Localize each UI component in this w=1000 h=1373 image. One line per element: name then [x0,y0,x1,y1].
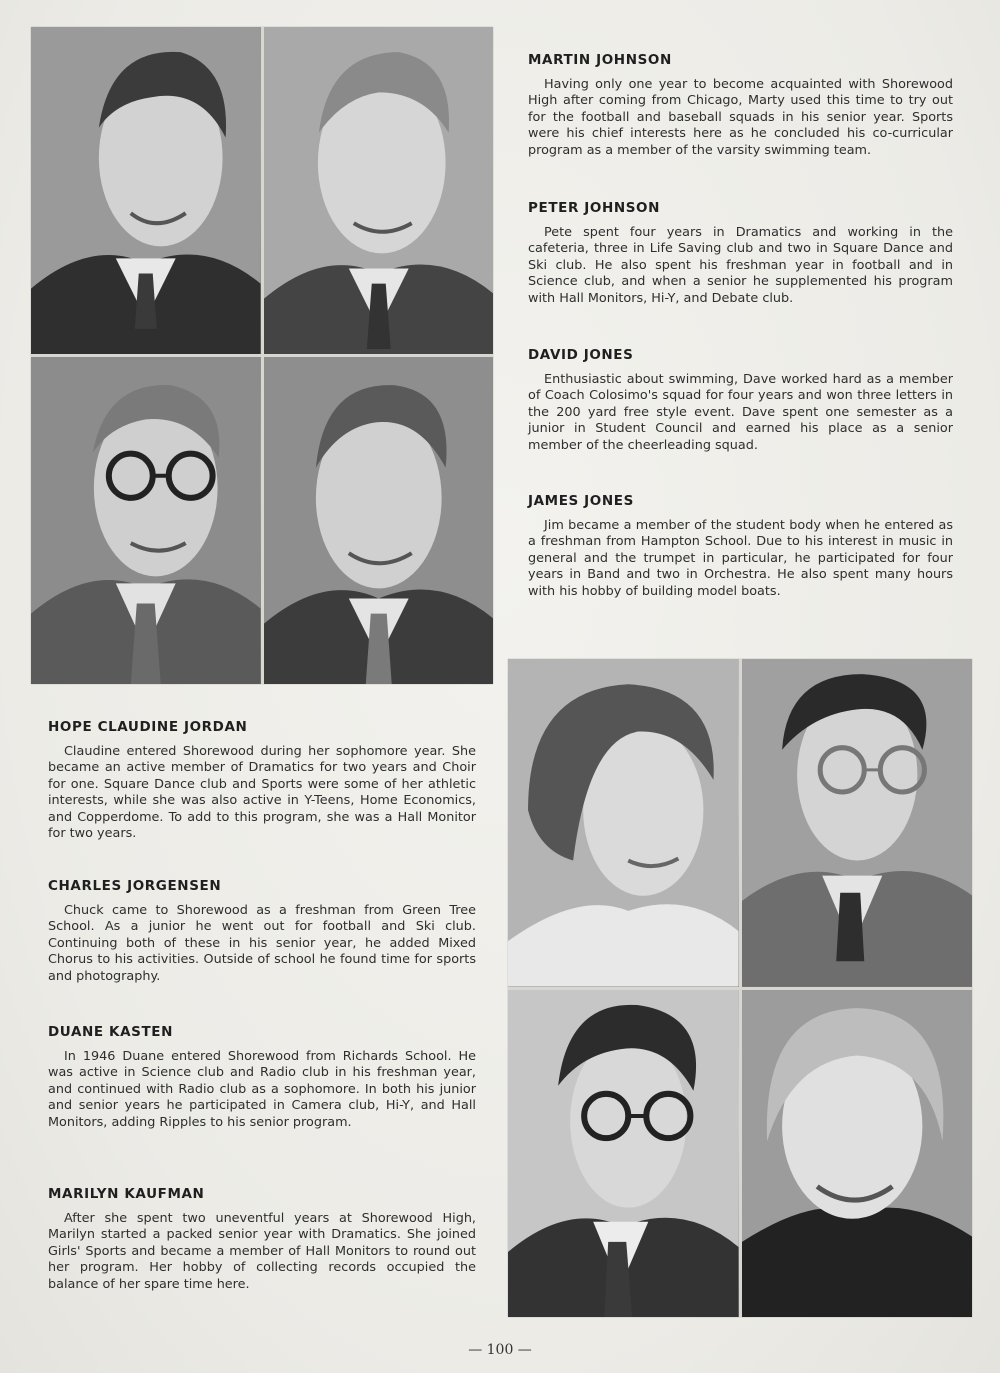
bio-name: MARILYN KAUFMAN [48,1186,205,1202]
bio-peter-johnson [528,200,953,307]
bio-name: PETER JOHNSON [528,200,661,216]
bio-text: Pete spent four years in Dramatics and working in the cafeteria, three in Life Saving club and two in Square Dance and Ski club. He also spent his freshman year in football and in Science club, and when a senior he supplemented his program with Hall Monitors, Hi-Y, and Debate club. [528,225,953,306]
bio-text: Chuck came to Shorewood as a freshman from Green Tree School. As a junior he went out for football and Ski club. Continuing both of these in his senior year, he added Mixed Chorus to his activities. Outside of school he found time for sports and photography. [48,903,476,984]
bio-james-jones [528,493,953,600]
top-portrait-grid [31,27,493,684]
bio-hope-claudine-jordan [48,719,476,842]
bio-name: CHARLES JORGENSEN [48,878,222,894]
bio-text: Claudine entered Shorewood during her sophomore year. She became an active member of Dramatics for two years and Choir for one. Square Dance club and Sports were some of her athletic interests, while she was also active in Y-Teens, Home Economics, and Copperdome. To add to this program, she was a Hall Monitor for two years. [48,744,476,842]
bio-name: JAMES JONES [528,493,634,509]
bio-marilyn-kaufman [48,1186,476,1293]
bio-name: HOPE CLAUDINE JORDAN [48,719,248,735]
portrait-charles-jorgensen [742,659,973,987]
bio-text: Having only one year to become acquainted with Shorewood High after coming from Chicago, Marty used this time to try out for the football and baseball squads in his senior year. Sports were his chief interests here as he concluded his co-curricular program as a member of the varsity swimming team. [528,77,953,158]
portrait-james-jones [264,357,494,684]
portrait-marilyn-kaufman [742,990,973,1318]
bio-david-jones [528,347,953,454]
bio-text: Enthusiastic about swimming, Dave worked hard as a member of Coach Colosimo's squad for four years and won three letters in the 200 yard free style event. Dave spent one semester as a junior in Student Council and earned his place as a senior member of the cheerleading squad. [528,372,953,453]
page-number: — 100 — [468,1342,532,1358]
bio-martin-johnson [528,52,953,159]
bottom-portrait-grid [508,659,972,1317]
portrait-martin-johnson [31,27,261,354]
bio-name: DUANE KASTEN [48,1024,173,1040]
portrait-david-jones [31,357,261,684]
bio-text: After she spent two uneventful years at Shorewood High, Marilyn started a packed senior year with Dramatics. She joined Girls' Sports and became a member of Hall Monitors to round out her program. Her hobby of collecting records occupied the balance of her spare time here. [48,1211,476,1292]
bio-text: Jim became a member of the student body when he entered as a freshman from Hampton School. Due to his interest in music in general and the trumpet in particular, he participated for four years in Band and two in Orchestra. He also spent many hours with his hobby of building model boats. [528,518,953,599]
bio-duane-kasten [48,1024,476,1131]
portrait-hope-claudine-jordan [508,659,739,987]
bio-charles-jorgensen [48,878,476,985]
portrait-peter-johnson [264,27,494,354]
bio-text: In 1946 Duane entered Shorewood from Richards School. He was active in Science club and Radio club in his freshman year, and continued with Radio club as a sophomore. In both his junior and senior years he participated in Camera club, Hi-Y, and Hall Monitors, adding Ripples to his senior program. [48,1049,476,1130]
portrait-duane-kasten [508,990,739,1318]
bio-name: MARTIN JOHNSON [528,52,672,68]
bio-name: DAVID JONES [528,347,634,363]
